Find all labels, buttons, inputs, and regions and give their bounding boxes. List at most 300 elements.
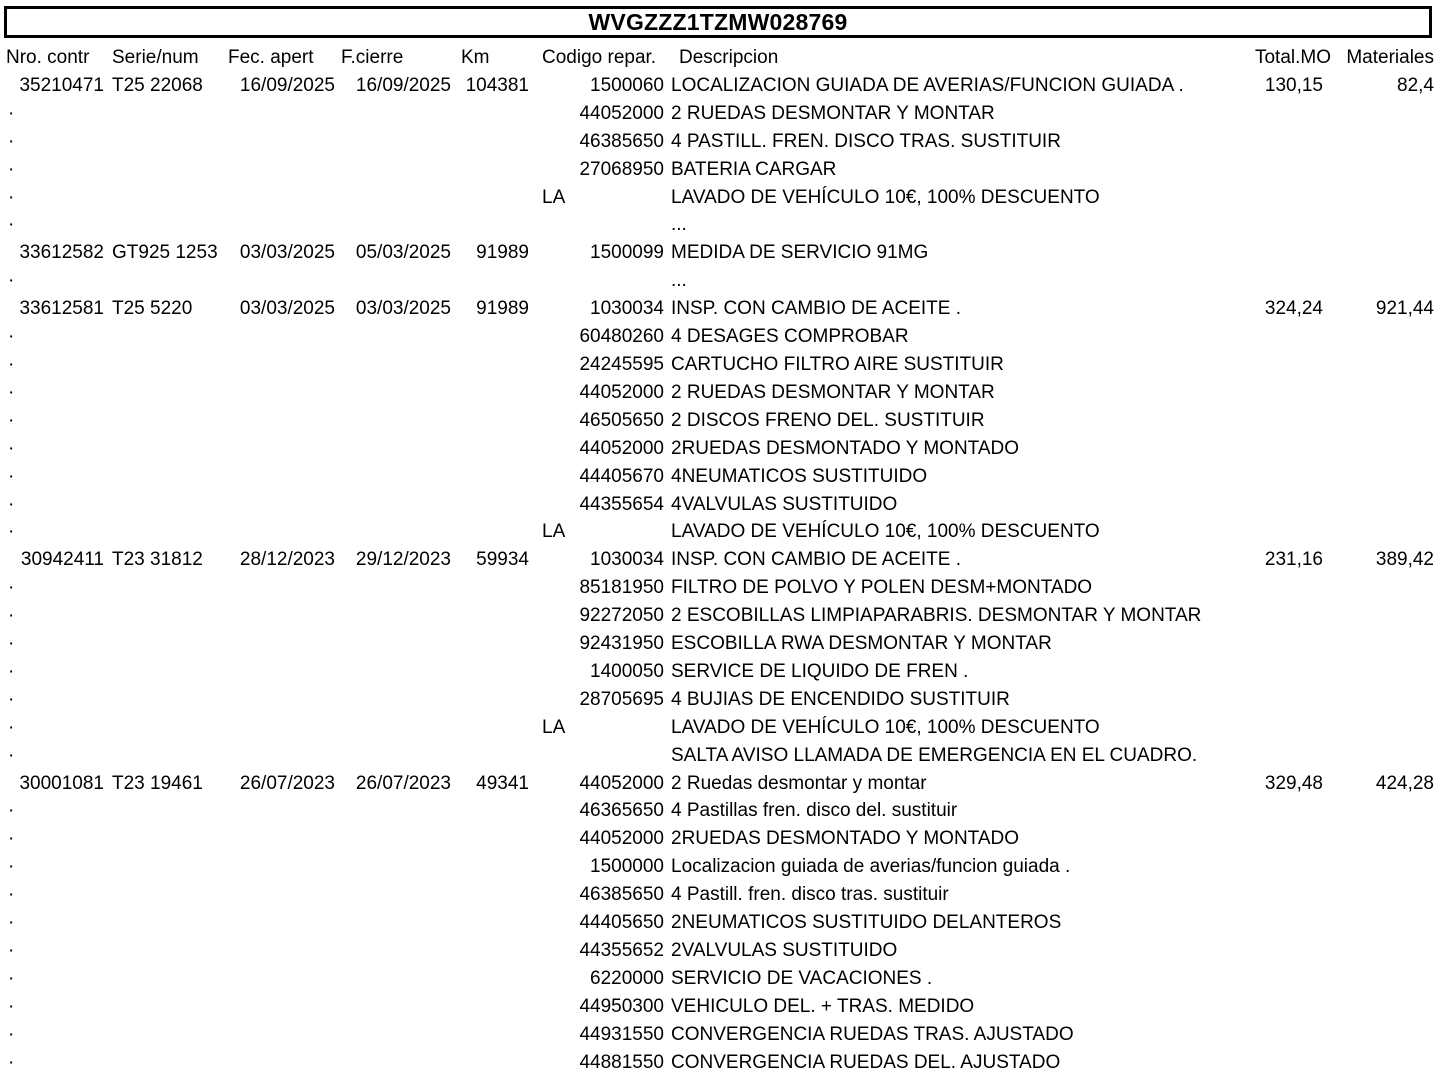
cell-description: LOCALIZACION GUIADA DE AVERIAS/FUNCION GUIADA . [671, 74, 1184, 96]
cell-labor-total: 130,15 [1264, 74, 1323, 96]
cell-materials [1331, 937, 1440, 965]
cell-close-date [339, 825, 457, 853]
cell-serial: T25 22068 [112, 74, 203, 96]
cell-labor-total [1224, 407, 1331, 435]
cell-km [457, 379, 535, 407]
cell-description: 4 BUJIAS DE ENCENDIDO SUSTITUIR [671, 688, 1010, 710]
cell-contract: · [8, 214, 15, 236]
cell-serial [108, 1021, 226, 1049]
cell-serial [108, 797, 226, 825]
cell-materials [1331, 714, 1440, 742]
cell-labor-total: 324,24 [1264, 298, 1323, 320]
cell-repair-code: 44355652 [579, 940, 664, 961]
cell-open-date [226, 267, 339, 295]
cell-open-date [226, 184, 339, 212]
cell-close-date [339, 574, 457, 602]
cell-serial [108, 825, 226, 853]
cell-materials [1331, 239, 1440, 267]
cell-close-date [339, 630, 457, 658]
cell-close-date [339, 714, 457, 742]
cell-description: CARTUCHO FILTRO AIRE SUSTITUIR [671, 353, 1004, 375]
cell-labor-total [1224, 267, 1331, 295]
cell-contract: 33612581 [19, 298, 104, 320]
table-row [0, 184, 1440, 212]
table-row [0, 128, 1440, 156]
cell-labor-total [1224, 518, 1331, 546]
cell-materials [1331, 463, 1440, 491]
cell-repair-code: 60480260 [579, 326, 664, 348]
cell-repair-code: 24245595 [579, 353, 664, 375]
cell-labor-total [1224, 323, 1331, 351]
cell-repair-code: 92272050 [579, 605, 664, 627]
cell-km [457, 658, 535, 686]
cell-serial [108, 1049, 226, 1077]
cell-serial [108, 435, 226, 463]
cell-km [457, 853, 535, 881]
cell-close-date [339, 797, 457, 825]
cell-contract: · [8, 381, 15, 403]
cell-serial [108, 100, 226, 128]
cell-repair-code: 27068950 [579, 158, 664, 180]
cell-open-date [226, 1049, 339, 1077]
cell-labor-total [1224, 853, 1331, 881]
cell-contract: 30942411 [20, 549, 104, 571]
cell-contract: · [8, 605, 15, 627]
cell-description: ... [671, 214, 687, 236]
cell-serial [108, 881, 226, 909]
cell-km [457, 602, 535, 630]
cell-labor-total [1224, 602, 1331, 630]
cell-repair-code: 44881550 [579, 1051, 664, 1073]
cell-repair-code: 44405670 [579, 465, 664, 487]
table-row [0, 72, 1440, 100]
cell-open-date [226, 714, 339, 742]
cell-contract: · [8, 856, 15, 878]
cell-serial [108, 965, 226, 993]
cell-repair-code: 1030034 [590, 298, 664, 320]
cell-serial [108, 574, 226, 602]
cell-serial [108, 379, 226, 407]
cell-contract: 33612582 [19, 242, 104, 264]
table-row [0, 797, 1440, 825]
cell-close-date [339, 658, 457, 686]
table-row [0, 239, 1440, 267]
cell-materials [1331, 323, 1440, 351]
cell-repair-code: LA [542, 521, 566, 543]
cell-repair-code: 44052000 [579, 828, 664, 850]
table-row [0, 379, 1440, 407]
cell-km [457, 825, 535, 853]
cell-km [457, 714, 535, 742]
table-row [0, 435, 1440, 463]
cell-open-date [226, 937, 339, 965]
cell-contract: · [8, 577, 15, 599]
cell-labor-total [1224, 128, 1331, 156]
cell-km: 91989 [476, 298, 529, 320]
cell-serial: GT925 1253 [112, 242, 218, 264]
vin-title: WVGZZZ1TZMW028769 [4, 6, 1432, 38]
cell-km [457, 100, 535, 128]
cell-labor-total [1224, 630, 1331, 658]
cell-repair-code: 1500000 [590, 856, 664, 878]
cell-serial [108, 128, 226, 156]
cell-materials [1331, 1021, 1440, 1049]
cell-open-date [226, 211, 339, 239]
cell-close-date: 05/03/2025 [355, 242, 451, 264]
cell-contract: · [8, 437, 15, 459]
cell-materials: 389,42 [1375, 549, 1434, 571]
cell-description: 2 ESCOBILLAS LIMPIAPARABRIS. DESMONTAR Y MONTAR [671, 605, 1202, 627]
cell-km [457, 1049, 535, 1077]
cell-labor-total [1224, 184, 1331, 212]
table-row [0, 909, 1440, 937]
cell-description: 2 RUEDAS DESMONTAR Y MONTAR [671, 381, 995, 403]
cell-description: INSP. CON CAMBIO DE ACEITE . [671, 549, 961, 571]
cell-labor-total [1224, 435, 1331, 463]
cell-serial [108, 686, 226, 714]
cell-open-date [226, 407, 339, 435]
table-header-row [0, 44, 1440, 72]
cell-repair-code: 1400050 [590, 660, 664, 682]
cell-description: 2NEUMATICOS SUSTITUIDO DELANTEROS [671, 912, 1062, 934]
cell-serial [108, 407, 226, 435]
cell-materials [1331, 658, 1440, 686]
cell-km [457, 351, 535, 379]
header-description: Descripcion [679, 47, 779, 68]
cell-close-date [339, 156, 457, 184]
cell-contract: · [8, 465, 15, 487]
cell-repair-code: 46385650 [579, 884, 664, 906]
cell-materials [1331, 100, 1440, 128]
cell-km [457, 323, 535, 351]
cell-km: 49341 [476, 772, 529, 794]
cell-contract: · [8, 744, 15, 766]
cell-labor-total [1224, 379, 1331, 407]
cell-close-date [339, 937, 457, 965]
cell-materials [1331, 630, 1440, 658]
cell-open-date [226, 323, 339, 351]
cell-contract: · [8, 158, 15, 180]
cell-materials [1331, 602, 1440, 630]
header-contract: Nro. contr [6, 47, 90, 68]
cell-contract: · [8, 633, 15, 655]
table-row [0, 211, 1440, 239]
cell-repair-code: 46385650 [579, 130, 664, 152]
cell-repair-code: 46505650 [579, 409, 664, 431]
cell-description: 4 DESAGES COMPROBAR [671, 326, 909, 348]
cell-open-date [226, 379, 339, 407]
cell-repair-code: 1500060 [590, 74, 664, 96]
cell-description: ... [671, 270, 687, 292]
cell-serial: T25 5220 [112, 298, 193, 320]
cell-km [457, 937, 535, 965]
cell-description: ESCOBILLA RWA DESMONTAR Y MONTAR [671, 633, 1052, 655]
cell-close-date: 26/07/2023 [355, 772, 451, 794]
header-serial: Serie/num [112, 47, 199, 68]
cell-materials [1331, 184, 1440, 212]
cell-repair-code: 46365650 [579, 800, 664, 822]
cell-contract: · [8, 353, 15, 375]
cell-close-date [339, 1021, 457, 1049]
cell-labor-total [1224, 909, 1331, 937]
cell-repair-code: 44052000 [579, 437, 664, 459]
cell-km [457, 156, 535, 184]
cell-open-date [226, 825, 339, 853]
table-row [0, 714, 1440, 742]
cell-repair-code: 28705695 [579, 688, 664, 710]
cell-contract: · [8, 130, 15, 152]
cell-materials [1331, 351, 1440, 379]
cell-description: SERVICIO DE VACACIONES . [671, 967, 933, 989]
cell-contract: · [8, 1051, 15, 1073]
cell-description: 4 Pastillas fren. disco del. sustituir [671, 800, 958, 822]
table-row [0, 491, 1440, 519]
cell-km [457, 909, 535, 937]
cell-materials [1331, 128, 1440, 156]
cell-labor-total [1224, 686, 1331, 714]
cell-labor-total [1224, 1049, 1331, 1077]
table-row [0, 742, 1440, 770]
cell-labor-total [1224, 658, 1331, 686]
cell-labor-total [1224, 937, 1331, 965]
cell-open-date [226, 351, 339, 379]
cell-close-date [339, 518, 457, 546]
cell-km [457, 407, 535, 435]
cell-serial: T23 19461 [112, 772, 203, 794]
cell-description: 2RUEDAS DESMONTADO Y MONTADO [671, 437, 1020, 459]
cell-close-date [339, 965, 457, 993]
table-row [0, 686, 1440, 714]
cell-labor-total: 231,16 [1264, 549, 1323, 571]
cell-description: 2 Ruedas desmontar y montar [671, 772, 927, 794]
cell-repair-code: 44950300 [579, 995, 664, 1017]
cell-labor-total [1224, 825, 1331, 853]
cell-open-date [226, 128, 339, 156]
cell-materials [1331, 379, 1440, 407]
table-row [0, 825, 1440, 853]
cell-labor-total: 329,48 [1264, 772, 1323, 794]
cell-open-date [226, 491, 339, 519]
cell-contract: · [8, 326, 15, 348]
cell-labor-total [1224, 156, 1331, 184]
cell-close-date [339, 267, 457, 295]
cell-close-date [339, 184, 457, 212]
cell-labor-total [1224, 797, 1331, 825]
cell-materials: 921,44 [1375, 298, 1434, 320]
cell-serial [108, 602, 226, 630]
cell-open-date [226, 742, 339, 770]
cell-contract: · [8, 967, 15, 989]
cell-description: INSP. CON CAMBIO DE ACEITE . [671, 298, 961, 320]
table-row [0, 965, 1440, 993]
table-row [0, 770, 1440, 798]
cell-open-date: 28/12/2023 [239, 549, 335, 571]
cell-materials [1331, 407, 1440, 435]
table-row [0, 993, 1440, 1021]
table-row [0, 937, 1440, 965]
table-row [0, 1049, 1440, 1077]
cell-description: SERVICE DE LIQUIDO DE FREN . [671, 660, 969, 682]
cell-km [457, 211, 535, 239]
cell-repair-code [535, 267, 671, 295]
table-row [0, 546, 1440, 574]
cell-repair-code: 85181950 [579, 577, 664, 599]
cell-close-date [339, 1049, 457, 1077]
cell-close-date [339, 491, 457, 519]
cell-km [457, 518, 535, 546]
cell-open-date [226, 909, 339, 937]
cell-materials [1331, 965, 1440, 993]
cell-labor-total [1224, 574, 1331, 602]
cell-open-date [226, 518, 339, 546]
cell-close-date [339, 379, 457, 407]
cell-materials: 424,28 [1375, 772, 1434, 794]
cell-materials [1331, 909, 1440, 937]
table-row [0, 853, 1440, 881]
cell-contract: · [8, 186, 15, 208]
cell-materials [1331, 518, 1440, 546]
cell-labor-total [1224, 714, 1331, 742]
table-row [0, 156, 1440, 184]
cell-labor-total [1224, 881, 1331, 909]
table-row [0, 630, 1440, 658]
cell-serial [108, 184, 226, 212]
cell-km [457, 993, 535, 1021]
cell-description: 4 Pastill. fren. disco tras. sustituir [671, 884, 949, 906]
cell-contract: · [8, 660, 15, 682]
cell-serial [108, 742, 226, 770]
cell-close-date [339, 100, 457, 128]
table-row [0, 267, 1440, 295]
cell-open-date [226, 797, 339, 825]
cell-close-date [339, 351, 457, 379]
cell-open-date: 03/03/2025 [239, 242, 335, 264]
cell-materials [1331, 686, 1440, 714]
cell-materials [1331, 825, 1440, 853]
cell-km [457, 881, 535, 909]
cell-close-date [339, 853, 457, 881]
table-row [0, 100, 1440, 128]
cell-contract: · [8, 884, 15, 906]
cell-km [457, 630, 535, 658]
cell-contract: 30001081 [19, 772, 104, 794]
cell-contract: · [8, 102, 15, 124]
cell-close-date [339, 742, 457, 770]
cell-description: 4VALVULAS SUSTITUIDO [671, 493, 898, 515]
cell-close-date [339, 211, 457, 239]
header-labor-total: Total.MO [1254, 47, 1331, 68]
cell-contract: · [8, 521, 15, 543]
table-row [0, 574, 1440, 602]
header-open-date: Fec. apert [228, 47, 314, 68]
cell-description: 4 PASTILL. FREN. DISCO TRAS. SUSTITUIR [671, 130, 1061, 152]
cell-km [457, 742, 535, 770]
cell-close-date [339, 909, 457, 937]
cell-description: 4NEUMATICOS SUSTITUIDO [671, 465, 928, 487]
cell-description: Localizacion guiada de averias/funcion guiada . [671, 856, 1071, 878]
cell-open-date [226, 993, 339, 1021]
header-materials: Materiales [1346, 47, 1434, 68]
cell-repair-code [535, 211, 671, 239]
cell-contract: · [8, 912, 15, 934]
cell-materials [1331, 267, 1440, 295]
cell-open-date [226, 602, 339, 630]
cell-repair-code: 44405650 [579, 912, 664, 934]
cell-repair-code: 44052000 [579, 772, 664, 794]
cell-description: 2RUEDAS DESMONTADO Y MONTADO [671, 828, 1020, 850]
cell-serial [108, 351, 226, 379]
cell-labor-total [1224, 100, 1331, 128]
table-row [0, 295, 1440, 323]
cell-materials [1331, 797, 1440, 825]
cell-close-date: 16/09/2025 [355, 74, 451, 96]
cell-labor-total [1224, 1021, 1331, 1049]
cell-close-date [339, 463, 457, 491]
cell-close-date [339, 602, 457, 630]
cell-labor-total [1224, 491, 1331, 519]
table-row [0, 602, 1440, 630]
cell-serial [108, 993, 226, 1021]
cell-km [457, 797, 535, 825]
cell-serial [108, 630, 226, 658]
cell-close-date [339, 323, 457, 351]
cell-repair-code: 44931550 [579, 1023, 664, 1045]
cell-labor-total [1224, 463, 1331, 491]
cell-contract: · [8, 940, 15, 961]
cell-close-date [339, 407, 457, 435]
cell-materials [1331, 435, 1440, 463]
cell-open-date [226, 881, 339, 909]
cell-description: 2 DISCOS FRENO DEL. SUSTITUIR [671, 409, 985, 431]
cell-close-date [339, 435, 457, 463]
cell-description: LAVADO DE VEHÍCULO 10€, 100% DESCUENTO [671, 186, 1100, 208]
cell-open-date [226, 100, 339, 128]
cell-description: LAVADO DE VEHÍCULO 10€, 100% DESCUENTO [671, 716, 1100, 738]
cell-materials [1331, 574, 1440, 602]
cell-open-date: 03/03/2025 [239, 298, 335, 320]
cell-materials [1331, 156, 1440, 184]
cell-repair-code: 1030034 [590, 549, 664, 571]
cell-labor-total [1224, 965, 1331, 993]
cell-contract: · [8, 800, 15, 822]
cell-materials [1331, 853, 1440, 881]
cell-materials [1331, 993, 1440, 1021]
cell-materials [1331, 742, 1440, 770]
cell-repair-code: LA [542, 186, 566, 208]
cell-contract: · [8, 270, 15, 292]
table-row [0, 463, 1440, 491]
cell-materials [1331, 491, 1440, 519]
cell-contract: · [8, 409, 15, 431]
cell-contract: · [8, 1023, 15, 1045]
table-row [0, 323, 1440, 351]
cell-km [457, 184, 535, 212]
cell-serial [108, 267, 226, 295]
cell-materials: 82,4 [1397, 74, 1434, 96]
cell-close-date: 03/03/2025 [355, 298, 451, 320]
cell-close-date: 29/12/2023 [355, 549, 451, 571]
cell-open-date [226, 658, 339, 686]
cell-open-date [226, 574, 339, 602]
cell-repair-code: 44355654 [579, 493, 664, 515]
cell-materials [1331, 1049, 1440, 1077]
cell-description: FILTRO DE POLVO Y POLEN DESM+MONTADO [671, 577, 1093, 599]
cell-serial [108, 937, 226, 965]
cell-serial [108, 714, 226, 742]
cell-serial [108, 323, 226, 351]
header-repair-code: Codigo repar. [542, 47, 657, 68]
cell-close-date [339, 881, 457, 909]
